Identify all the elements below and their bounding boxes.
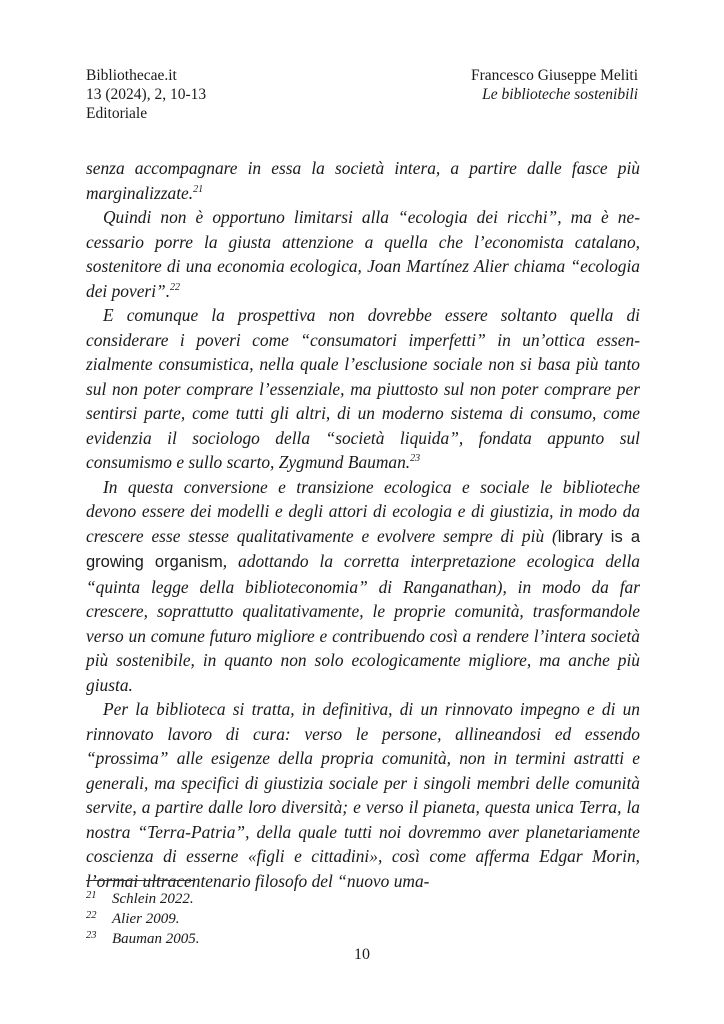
footnote [86,909,200,929]
paragraph-text: In questa conversione e transizione ecologica e sociale le biblioteche devono essere dei modelli e degli attori di ecologia e di giustizia, in modo da crescere esse stesse qualitativamente e evolvere sempre di più ( [86,476,640,546]
paragraph-text: , adottando la corretta interpretazione ecologica della “quinta legge della biblioteconomia” di Ranganathan), in modo da far crescere, soprattutto qualitativamente, le proprie comunità, trasformandole verso un comune futuro migliore e contribuendo così a rendere l’intera società più sostenibile, in quanto non solo ecologicamente migliore, ma anche più giusta. [86,551,640,695]
footnote [86,889,200,909]
page-number: 10 [354,946,370,963]
paragraph-text: E comunque la prospettiva non dovrebbe essere soltanto quella di considerare i poveri come “consumatori imperfetti” in un’ottica essenzialmente consumistica, nella quale l’esclusione sociale non si basa più tanto sul non poter comprare l’essenziale, ma piuttosto sul non poter comprare per sentirsi parte, come tutti gli altri, di un moderno sistema di consumo, come evidenzia il sociologo della “società liquida”, fondata appunto sul consumismo e sullo scarto, Zygmund Bauman. [86,305,640,472]
header-left [86,66,206,123]
paragraph [86,475,640,698]
header-right [471,66,638,104]
paragraph-text: Quindi non è opportuno limitarsi alla “ecologia dei ricchi”, ma è necessario porre la giusta attenzione a quella che l’economista catalano, sostenitore di una economia ecologica, Joan Martínez Alier chiama “ecologia dei poveri”. [86,207,640,301]
footnote-ref: 23 [410,453,421,465]
footnote-number: 23 [86,930,97,941]
footnote-number: 22 [86,910,97,921]
paragraph-text: senza accompagnare in essa la società intera, a partire dalle fasce più marginalizzate. [86,158,640,203]
footnote-separator [86,880,194,881]
section-label: Editoriale [86,105,148,122]
footnote-text: Alier 2009. [112,911,180,927]
footnote-ref: 22 [170,281,181,293]
english-phrase: library is a growing organism [86,527,640,571]
journal-issue: 13 (2024), 2, 10-13 [86,86,207,103]
paragraph [86,205,640,303]
footnote-text: Bauman 2005. [112,931,200,947]
journal-name: Bibliothecae.it [86,67,177,84]
article-title: Le biblioteche sostenibili [482,86,638,103]
paragraph [86,697,640,893]
body-text [86,156,640,893]
footnote-number: 21 [86,890,97,901]
paragraph [86,303,640,475]
footnote-ref: 21 [193,183,204,195]
paragraph [86,156,640,205]
footnotes [86,889,200,949]
paragraph-text: Per la biblioteca si tratta, in definitiva, di un rinnovato impegno e di un rinnovato lavoro di cura: verso le persone, allineandosi ed essendo “prossima” alle esigenze della propria comunità, non in termini astratti e generali, ma specifici di giustizia sociale per i singoli membri delle comunità servite, a partire dalle loro diversità; e verso il pianeta, questa unica Terra, la nostra “Terra-Patria”, della quale tutti noi dovremmo aver planetariamente coscienza di esserne «figli e cittadini», così come afferma Edgar Morin, l’ormai ultracentenario filosofo del “nuovo uma- [86,699,640,891]
author-name: Francesco Giuseppe Meliti [470,67,638,84]
footnote-text: Schlein 2022. [112,891,194,907]
